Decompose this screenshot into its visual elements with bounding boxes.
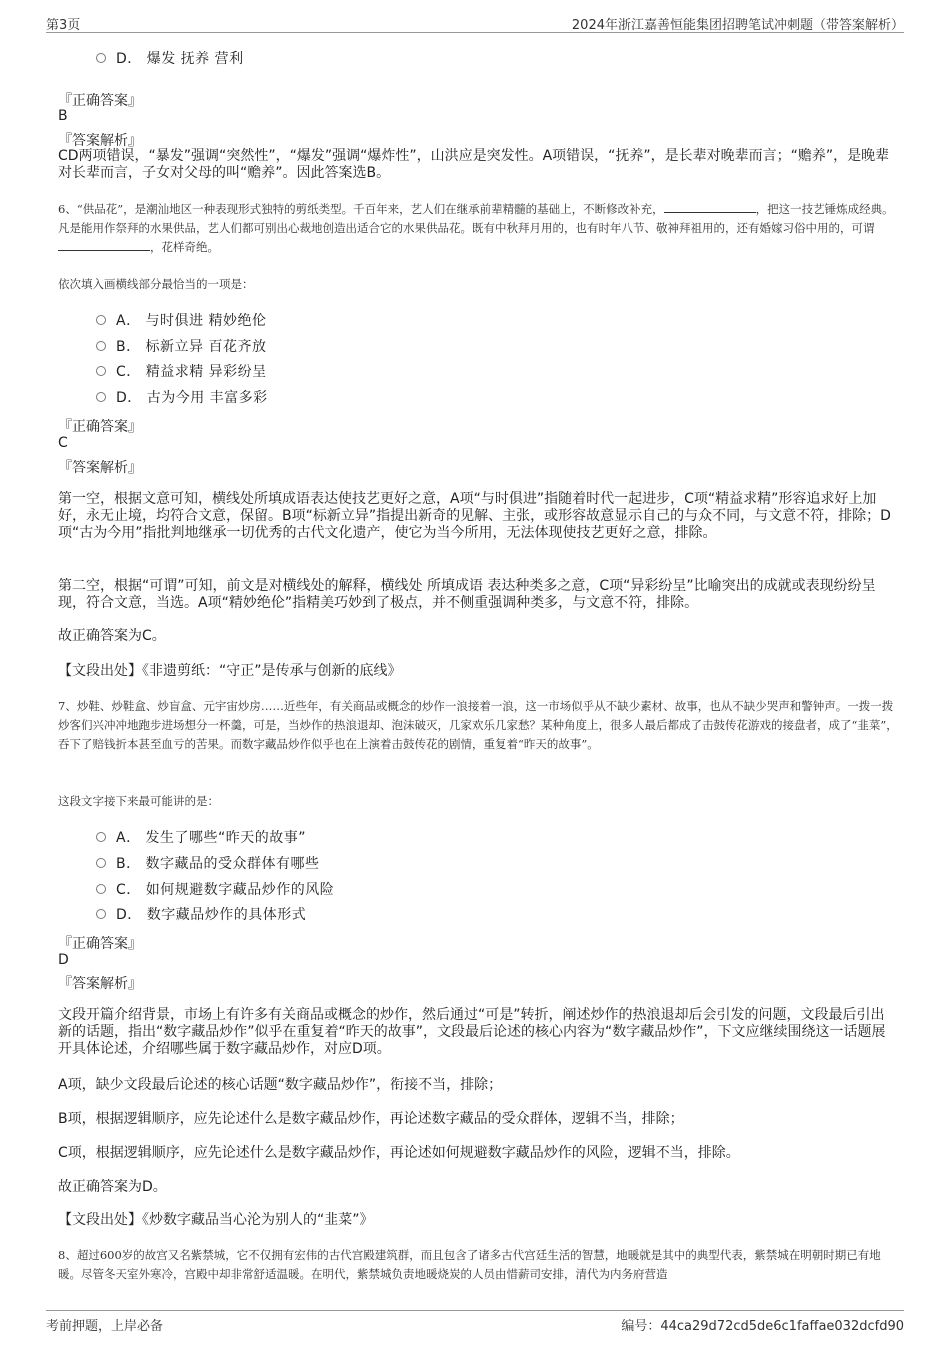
q5-option-d[interactable]: D． 爆发 抚养 营利: [96, 48, 244, 70]
q6-option-b[interactable]: B． 标新立异 百花齐放: [96, 336, 267, 358]
q6-option-c[interactable]: C． 精益求精 异彩纷呈: [96, 361, 267, 383]
q7-option-b[interactable]: B． 数字藏品的受众群体有哪些: [96, 853, 320, 875]
radio-icon[interactable]: [96, 909, 106, 919]
radio-icon[interactable]: [96, 392, 106, 402]
q7-analysis-para-3: B项，根据逻辑顺序，应先论述什么是数字藏品炒作，再论述数字藏品的受众群体，逻辑不当，排除；: [58, 1111, 684, 1127]
q7-analysis-para-2: A项，缺少文段最后论述的核心话题“数字藏品炒作”，衔接不当，排除；: [58, 1077, 503, 1093]
q7-answer-label: 『正确答案』: [58, 936, 142, 952]
document-id: 编号：44ca29d72cd5de6c1faffae032dcfd90: [621, 1319, 904, 1334]
fill-blank: [58, 240, 150, 251]
radio-icon[interactable]: [96, 832, 106, 842]
q6-source: 【文段出处】《非遗剪纸：“守正”是传承与创新的底线》: [58, 663, 402, 679]
q6-analysis-label: 『答案解析』: [58, 460, 142, 476]
q6-analysis-para-3: 故正确答案为C。: [58, 628, 166, 644]
q6-answer-label: 『正确答案』: [58, 419, 142, 435]
q7-source: 【文段出处】《炒数字藏品当心沦为别人的“韭菜”》: [58, 1212, 374, 1228]
q5-answer-label: 『正确答案』: [58, 93, 142, 109]
q7-option-a[interactable]: A． 发生了哪些“昨天的故事”: [96, 827, 306, 849]
q7-analysis-para-5: 故正确答案为D。: [58, 1179, 167, 1195]
radio-icon[interactable]: [96, 366, 106, 376]
q7-option-d[interactable]: D． 数字藏品炒作的具体形式: [96, 904, 306, 926]
q5-answer: B: [58, 108, 68, 124]
radio-icon[interactable]: [96, 858, 106, 868]
q7-analysis-para-4: C项，根据逻辑顺序，应先论述什么是数字藏品炒作，再论述如何规避数字藏品炒作的风险，逻辑不当，排除。: [58, 1145, 740, 1161]
q7-option-c[interactable]: C． 如何规避数字藏品炒作的风险: [96, 879, 334, 901]
radio-icon[interactable]: [96, 341, 106, 351]
q7-analysis-para-1: 文段开篇介绍背景，市场上有许多有关商品或概念的炒作，然后通过“可是”转折，阐述炒作的热浪退却后会引发的问题，文段最后引出新的话题，指出“数字藏品炒作”似乎在重复着“昨天的故事”，文段最后论述的核心内容为“数字藏品炒作”，下文应继续围绕这一话题展开具体论述，介绍哪些属于数字藏品炒作，对应D项。: [58, 1007, 886, 1057]
page-header: [46, 12, 904, 33]
q6-option-d[interactable]: D． 古为今用 丰富多彩: [96, 387, 268, 409]
q6-analysis-para-1: 第一空，根据文意可知，横线处所填成语表达使技艺更好之意，A项“与时俱进”指随着时代一起进步，C项“精益求精”形容追求好上加好，永无止境，均符合文意，保留。B项“标新立异”指提出新奇的见解、主张，或形容故意显示自己的与众不同，与文意不符，排除；D项“古为今用”指批判地继承一切优秀的古代文化遗产，使它为当今所用，无法体现使技艺更好之意，排除。: [58, 491, 891, 541]
footer-slogan: 考前押题，上岸必备: [46, 1319, 164, 1334]
page-footer: [46, 1310, 904, 1335]
q7-prompt: 这段文字接下来最可能讲的是：: [58, 794, 219, 808]
fill-blank: [664, 202, 756, 213]
q6-option-a[interactable]: A． 与时俱进 精妙绝伦: [96, 310, 266, 332]
q7-answer: D: [58, 952, 69, 968]
radio-icon[interactable]: [96, 315, 106, 325]
q7-analysis-label: 『答案解析』: [58, 976, 142, 992]
q6-analysis-para-2: 第二空，根据“可谓”可知，前文是对横线处的解释，横线处 所填成语 表达种类多之意，C项“异彩纷呈”比喻突出的成就或表现纷纷呈现，符合文意，当选。A项“精妙绝伦”指精美巧妙到了极点，并不侧重强调种类多，与文意不符，排除。: [58, 578, 876, 611]
q5-analysis: CD两项错误，“暴发”强调“突然性”，“爆发”强调“爆炸性”，山洪应是突发性。A项错误，“抚养”，是长辈对晚辈而言；“赡养”，是晚辈对长辈而言，子女对父母的叫“赡养”。因此答案选B。: [58, 148, 890, 181]
q6-answer: C: [58, 435, 68, 451]
q5-analysis-label: 『答案解析』: [58, 133, 142, 149]
document-title: 2024年浙江嘉善恒能集团招聘笔试冲刺题（带答案解析）: [571, 18, 904, 33]
radio-icon[interactable]: [96, 53, 106, 63]
q7-question: 7、炒鞋、炒鞋盒、炒盲盒、元宇宙炒房……近些年，有关商品或概念的炒作一浪接着一浪，这一市场似乎从不缺少素材、故事，也从不缺少哭声和警钟声。一拨一拨炒客们兴冲冲地跑步进场想分一杯羹，可是，当炒作的热浪退却、泡沫破灭，几家欢乐几家愁？某种角度上，很多人最后都成了击鼓传花游戏的接盘者，成了“韭菜”，吞下了赔钱折本甚至血亏的苦果。而数字藏品炒作似乎也在上演着击鼓传花的剧情，重复着“昨天的故事”。: [58, 699, 898, 751]
q6-question: 6、“供品花”，是潮汕地区一种表现形式独特的剪纸类型。千百年来，艺人们在继承前辈精髓的基础上，不断修改补充， ，把这一技艺锤炼成经典。凡是能用作祭拜的水果供品，艺人们都可别出心裁地创造出适合它的水果供品花。既有中秋拜月用的，也有时年八节、敬神拜祖用的，还有婚嫁习俗中用的，可谓，花样奇绝。: [58, 202, 894, 254]
page-number: 第3页: [46, 18, 81, 33]
radio-icon[interactable]: [96, 884, 106, 894]
q8-question: 8、超过600岁的故宫又名紫禁城，它不仅拥有宏伟的古代宫殿建筑群，而且包含了诸多古代宫廷生活的智慧，地暖就是其中的典型代表，紫禁城在明朝时期已有地暖。尽管冬天室外寒冷，宫殿中却非常舒适温暖。在明代，紫禁城负责地暖烧炭的人员由惜薪司安排，清代为内务府营造: [58, 1248, 881, 1281]
q6-prompt: 依次填入画横线部分最恰当的一项是：: [58, 277, 254, 291]
